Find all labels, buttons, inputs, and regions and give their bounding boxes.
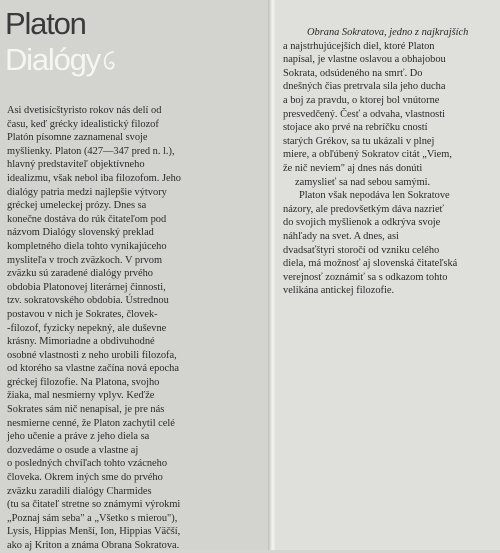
text-line: diela, má možnosť aj slovenská čitateľská [283,258,458,270]
text-line: kompletného diela tohto vynikajúceho [7,240,167,252]
text-line: Asi dvetisícštyristo rokov nás delí od [7,105,162,116]
text-line: Obrana Sokratova, jedno z najkrajších [307,27,469,38]
text-line: mysliteľa v troch zväzkoch. V prvom [7,254,163,266]
flap-fold [268,0,276,550]
text-line: zamyslieť sa nad sebou samými. [295,176,431,188]
text-line: o posledných chvíľach tohto vzácneho [7,458,168,470]
text-line: dvadsaťštyri storočí od vzniku celého [283,244,440,256]
text-line: zväzku sú zaradené dialógy prvého [7,268,153,280]
text-line: stojace ako prvé na rebríčku cností [283,122,428,134]
text-line: od ktorého sa vlastne začína nová epocha [7,363,179,375]
book-title: Dialógy [5,42,100,77]
text-line: krásny. Mimoriadne a obdivuhodné [7,336,155,348]
text-line: obdobia Platonovej literárnej činnosti, [7,281,166,293]
text-line: gréckej filozofie. Na Platona, svojho [7,376,160,388]
text-line: konečne dostáva do rúk čitateľom pod [7,213,167,225]
text-line: do svojich myšlienok a odkrýva svoje [283,217,441,229]
text-line: napísal, je vlastne oslavou a obhajobou [283,54,446,66]
text-line: starých Grékov, sa tu ukázali v plnej [283,135,435,147]
text-line: a najstrhujúcejších diel, ktoré Platon [283,40,435,52]
text-line: tzv. sokratovského obdobia. Ústrednou [7,295,169,307]
text-line: hlavný predstaviteľ objektívneho [7,159,145,171]
text-line: verejnosť zoznámiť sa s odkazom tohto [283,271,448,283]
text-line: Sokrata, odsúdeného na smrť. Do [283,67,423,79]
spiral-ornament-icon [102,50,116,72]
paragraph-2 [283,189,493,298]
text-line: že nič neviem" aj dnes nás donúti [283,162,423,174]
right-column-text [283,26,493,298]
text-line: myšlienky. Platon (427—347 pred n. l.), [7,145,175,157]
text-line: jeho učenie a práve z jeho diela sa [7,431,150,443]
text-line: a boj za pravdu, o ktorej bol vnútorne [283,94,440,106]
text-line: náhľady na svet. A dnes, asi [283,230,399,242]
text-line: ako aj Kriton a známa Obrana Sokratova. [7,540,180,551]
author-name: Platon [5,6,86,41]
text-line: idealizmu, však nebol iba filozofom. Jeho [7,172,181,184]
text-line: Sokrates sám nič nenapísal, je pre nás [7,404,165,416]
text-line: názory, ale predovšetkým dáva nazrieť [283,203,444,215]
paragraph-1 [283,26,493,189]
text-line: (tu sa čitateľ stretne so známymi výrokmi [7,499,181,511]
title-row [5,44,116,75]
text-line: nesmierne cenné, že Platon zachytil celé [7,417,175,429]
text-line: osobné vlastnosti z neho urobili filozofa, [7,349,177,361]
text-line: človeka. Okrem iných sme do prvého [7,472,163,484]
text-line: Platón písomne zaznamenal svoje [7,132,148,144]
text-line: „Poznaj sám seba" a „Všetko s mierou"), [7,512,178,524]
left-column-text [7,104,265,553]
text-line: velikána antickej filozofie. [283,285,395,297]
text-line: názvom Dialógy slovenský preklad [7,227,154,239]
text-line: Platon však nepodáva len Sokratove [299,190,450,202]
text-line: dialógy patria medzi najlepšie výtvory [7,186,167,198]
text-line: Lysis, Hippias Menší, Ion, Hippias Väčší, [7,526,181,538]
text-line: gréckej umeleckej prózy. Dnes sa [7,200,147,212]
text-line: času, keď grécky idealistický filozof [7,118,159,130]
text-line: presvedčený. Česť a odvaha, vlastnosti [283,108,445,120]
text-line: dnešných čias pretrvala sila jeho ducha [283,81,446,93]
text-line: postavou v nich je Sokrates, človek- [7,308,158,320]
text-line: zväzku zaradili dialógy Charmides [7,485,152,497]
text-line: žiaka, mal nesmierny vplyv. Keďže [7,390,155,402]
text-line: miere, a obľúbený Sokratov citát „Viem, [283,149,452,161]
text-line: -filozof, fyzicky nepekný, ale duševne [7,322,167,334]
text-line: dozvedáme o osude a vlastne aj [7,444,139,456]
